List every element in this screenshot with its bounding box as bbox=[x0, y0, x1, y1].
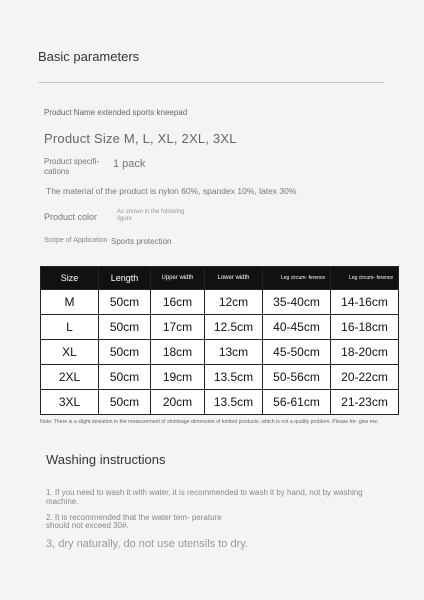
table-cell: 12.5cm bbox=[205, 315, 263, 340]
measurement-note: Note: There is a slight deviation in the measurement of shrinkage dimension of knitted products, which is not a quality problem. Please for- give me. bbox=[40, 419, 379, 425]
scope-label: Scope of Application bbox=[44, 237, 108, 244]
table-cell: 12cm bbox=[205, 290, 263, 315]
table-cell: 13.5cm bbox=[205, 390, 263, 415]
table-cell: 50cm bbox=[99, 290, 151, 315]
table-header-row bbox=[41, 267, 399, 290]
table-cell: 50cm bbox=[99, 365, 151, 390]
table-cell: XL bbox=[41, 340, 99, 365]
table-cell: M bbox=[41, 290, 99, 315]
scope-value: Sports protection bbox=[111, 237, 172, 246]
table-cell: 56-61cm bbox=[263, 390, 331, 415]
material-text: The material of the product is nylon 60%, spandex 10%, latex 30% bbox=[46, 186, 297, 196]
table-cell: 20-22cm bbox=[331, 365, 399, 390]
table-cell: 50cm bbox=[99, 390, 151, 415]
table-header: Size bbox=[41, 267, 99, 290]
table-header: Lower width bbox=[205, 267, 263, 290]
table-cell: 45-50cm bbox=[263, 340, 331, 365]
table-cell: 16-18cm bbox=[331, 315, 399, 340]
table-cell: 50cm bbox=[99, 315, 151, 340]
table-cell: 50cm bbox=[99, 340, 151, 365]
table-row bbox=[41, 315, 399, 340]
table-row bbox=[41, 390, 399, 415]
washing-item-3: 3, dry naturally, do not use utensils to dry. bbox=[46, 538, 248, 550]
table-cell: 21-23cm bbox=[331, 390, 399, 415]
table-cell: 17cm bbox=[151, 315, 205, 340]
table-cell: L bbox=[41, 315, 99, 340]
washing-item-1: 1. If you need to wash it with water, it is recommended to wash it by hand, not by washing machine. bbox=[46, 488, 363, 506]
table-cell: 18-20cm bbox=[331, 340, 399, 365]
table-cell: 35-40cm bbox=[263, 290, 331, 315]
table-cell: 20cm bbox=[151, 390, 205, 415]
divider bbox=[38, 82, 384, 83]
table-cell: 2XL bbox=[41, 365, 99, 390]
product-size: Product Size M, L, XL, 2XL, 3XL bbox=[44, 131, 237, 146]
section-title-basic-parameters: Basic parameters bbox=[38, 49, 140, 64]
table-cell: 3XL bbox=[41, 390, 99, 415]
table-header: Leg circum- ference bbox=[263, 267, 331, 290]
color-value: As shown in the following figure bbox=[117, 209, 185, 222]
spec-label: Product specifi- cations bbox=[44, 157, 100, 176]
table-row bbox=[41, 340, 399, 365]
table-header: Upper width bbox=[151, 267, 205, 290]
table-header: Leg circum- ference bbox=[331, 267, 399, 290]
product-name: Product Name extended sports kneepad bbox=[44, 108, 188, 117]
washing-item-2: 2. It is recommended that the water tem- perature should not exceed 30#. bbox=[46, 513, 222, 530]
table-cell: 14-16cm bbox=[331, 290, 399, 315]
table-cell: 50-56cm bbox=[263, 365, 331, 390]
spec-value: 1 pack bbox=[113, 158, 146, 170]
color-label: Product color bbox=[44, 212, 98, 222]
table-row bbox=[41, 365, 399, 390]
table-row bbox=[41, 290, 399, 315]
table-header: Length bbox=[99, 267, 151, 290]
size-table bbox=[40, 266, 399, 415]
table-cell: 16cm bbox=[151, 290, 205, 315]
table-cell: 13.5cm bbox=[205, 365, 263, 390]
section-title-washing: Washing instructions bbox=[46, 452, 166, 467]
table-cell: 18cm bbox=[151, 340, 205, 365]
table-cell: 40-45cm bbox=[263, 315, 331, 340]
table-cell: 19cm bbox=[151, 365, 205, 390]
table-cell: 13cm bbox=[205, 340, 263, 365]
